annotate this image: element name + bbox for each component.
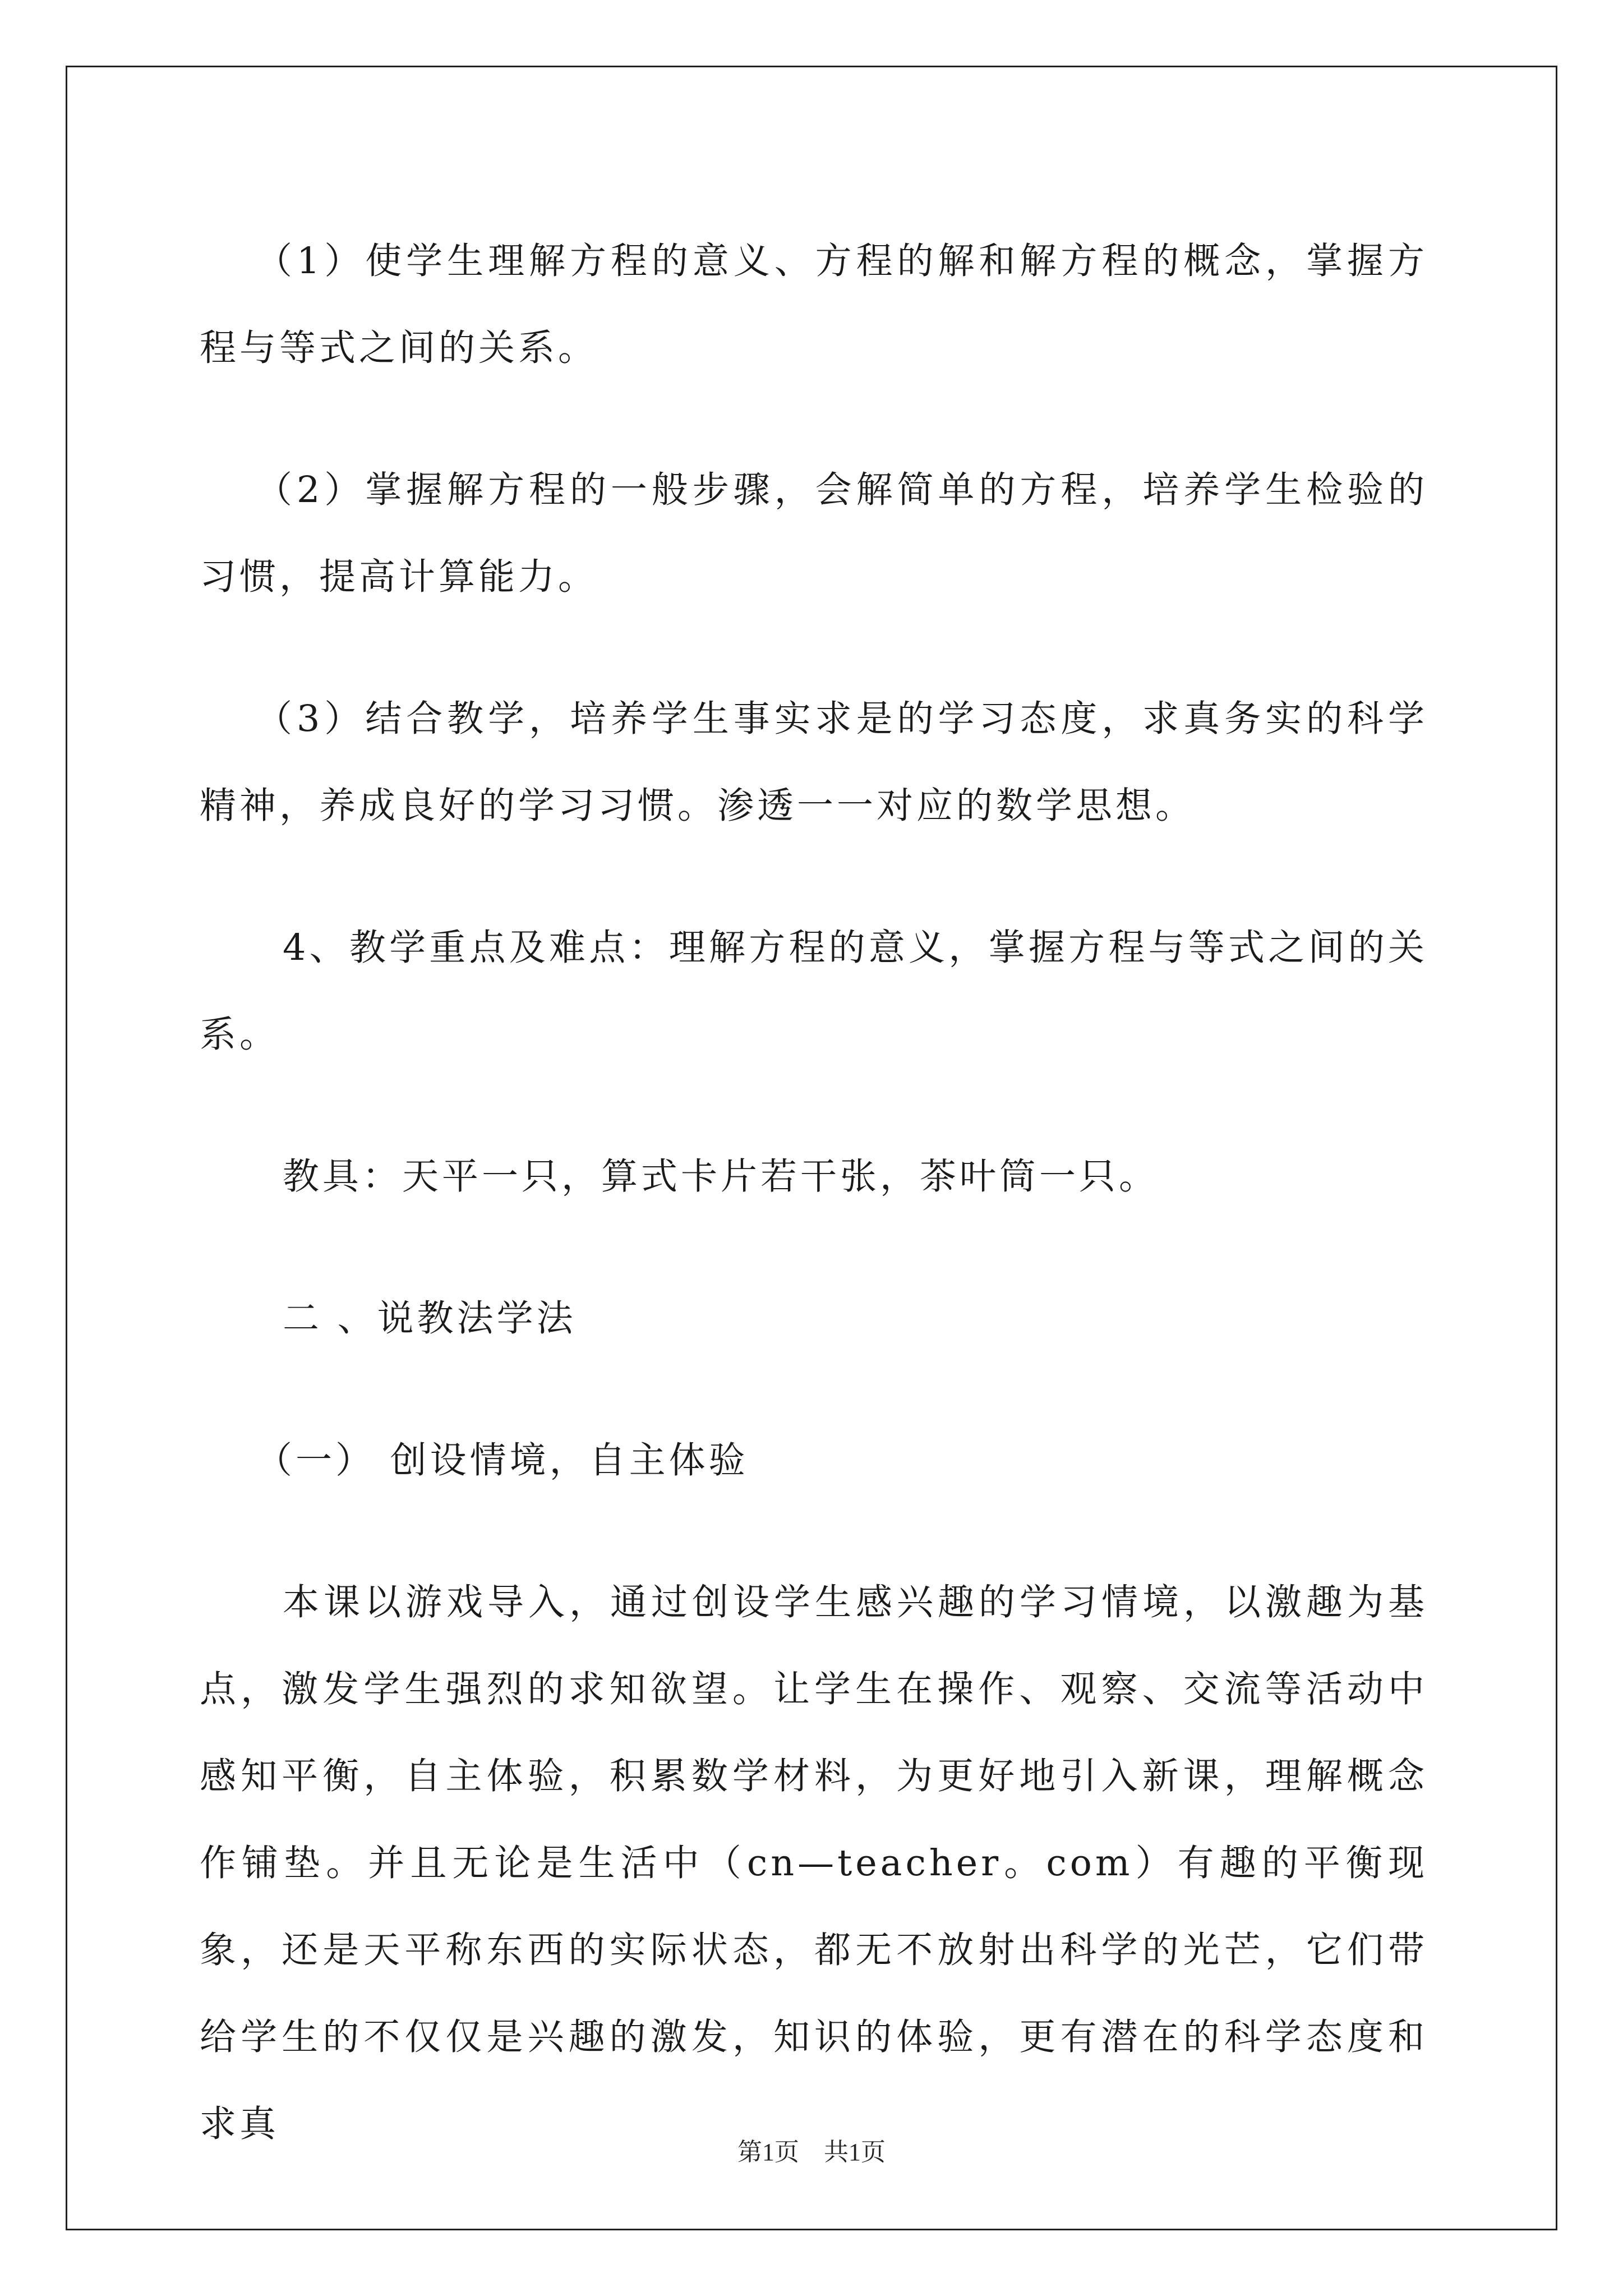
- paragraph-objective-1: （1）使学生理解方程的意义、方程的解和解方程的概念，掌握方程与等式之间的关系。: [200, 240, 1428, 369]
- paragraph-key-points: 4、教学重点及难点：理解方程的意义，掌握方程与等式之间的关系。: [200, 927, 1428, 1056]
- document-body: [200, 218, 1428, 2223]
- paragraph-game-intro: 本课以游戏导入，通过创设学生感兴趣的学习情境，以激趣为基点，激发学生强烈的求知欲望。让学生在操作、观察、交流等活动中感知平衡，自主体验，积累数学材料，为更好地引入新课，理解概念作铺垫。并且无论是生活中（cn—teacher。com）有趣的平衡现象，还是天平称东西的实际状态，都无不放射出科学的光芒，它们带给学生的不仅仅是兴趣的激发，知识的体验，更有潜在的科学态度和求真: [200, 1581, 1428, 2145]
- paragraph-objective-2: （2）掌握解方程的一般步骤，会解简单的方程，培养学生检验的习惯，提高计算能力。: [200, 469, 1428, 598]
- section-heading-methods: 二 、说教法学法: [283, 1297, 577, 1340]
- subsection-heading-situation: （一） 创设情境，自主体验: [256, 1439, 749, 1481]
- paragraph-teaching-aids: 教具：天平一只，算式卡片若干张，茶叶筒一只。: [283, 1156, 1159, 1198]
- page-footer: 第1页 共1页: [737, 2138, 886, 2166]
- paragraph-objective-3: （3）结合教学，培养学生事实求是的学习态度，求真务实的科学精神，养成良好的学习习惯。渗透一一对应的数学思想。: [200, 698, 1428, 827]
